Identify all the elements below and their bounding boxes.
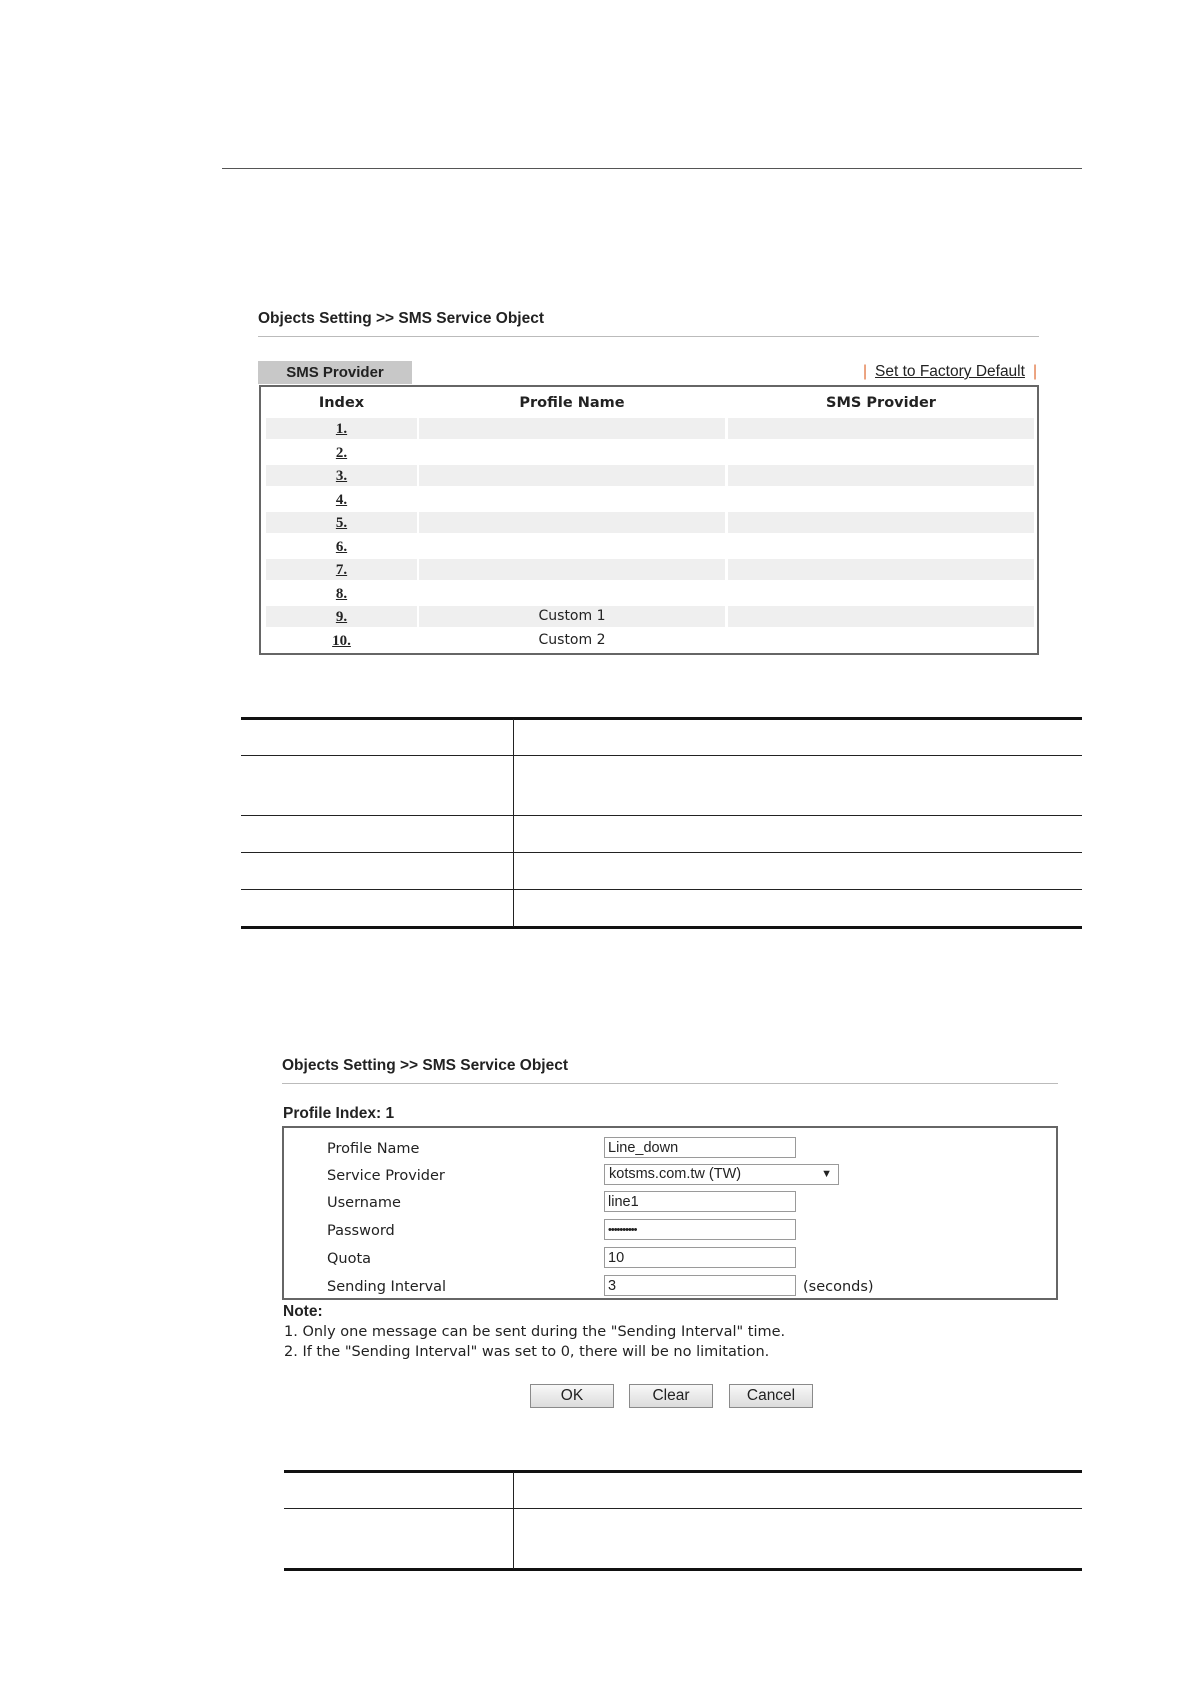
doc-table-2-rule [284,1508,1082,1509]
profile-name-input[interactable] [604,1137,796,1158]
doc-table-1-bottom-rule [241,926,1082,929]
profile-index-link[interactable]: 3. [335,468,348,484]
profile-name-cell [419,489,725,510]
profile-name-cell: Custom 1 [419,606,725,627]
profile-index-link[interactable]: 9. [335,609,348,625]
service-provider-selected: kotsms.com.tw (TW) [609,1166,742,1182]
separator: | [1032,363,1037,380]
profile-index-link[interactable]: 4. [335,491,348,508]
breadcrumb: Objects Setting >> SMS Service Object [258,310,544,327]
profile-form [282,1126,1058,1300]
profile-index-link[interactable]: 10. [332,633,351,649]
table-row [266,418,1034,439]
profile-index-link[interactable]: 8. [335,585,348,602]
breadcrumb-divider [258,336,1039,337]
quota-label: Quota [327,1251,372,1267]
tab-sms-provider[interactable]: SMS Provider [258,361,412,384]
profile-name-cell: Custom 2 [538,632,606,648]
password-label: Password [327,1223,395,1239]
profile-name-cell [419,536,725,557]
dropdown-arrow-icon: ▼ [821,1168,832,1180]
password-input[interactable] [604,1219,796,1240]
profile-name-cell [419,512,725,533]
breadcrumb-divider [282,1083,1058,1084]
username-input[interactable] [604,1191,796,1212]
table-row [266,559,1034,580]
factory-default-area [855,363,1045,381]
table-row [266,536,1034,557]
column-header-index: Index [318,395,365,411]
quota-input[interactable] [604,1247,796,1268]
separator: | [863,363,868,380]
clear-button[interactable]: Clear [629,1384,713,1408]
sms-provider-cell [728,489,1034,510]
sending-interval-label: Sending Interval [327,1279,447,1295]
sms-provider-cell [728,442,1034,463]
service-provider-select[interactable] [604,1164,839,1185]
doc-table-1-rule [241,815,1082,816]
profile-name-cell [419,418,725,439]
table-row [266,630,1034,651]
doc-table-1-column-divider [513,719,514,927]
sms-provider-cell [728,465,1034,486]
note-title: Note: [283,1303,323,1320]
sending-interval-unit: (seconds) [803,1279,874,1295]
sms-provider-cell [728,559,1034,580]
doc-table-1-rule [241,852,1082,853]
table-row [266,606,1034,627]
profile-index-link[interactable]: 2. [335,444,348,461]
doc-table-2-column-divider [513,1472,514,1569]
profile-index-link[interactable]: 5. [335,515,348,531]
profile-index-link[interactable]: 7. [335,562,348,578]
profile-index-title: Profile Index: 1 [283,1105,395,1122]
profile-name-cell [419,559,725,580]
profile-index-link[interactable]: 1. [335,421,348,437]
doc-table-1-top-rule [241,717,1082,720]
table-row [266,512,1034,533]
doc-table-1-rule [241,889,1082,890]
doc-table-1-rule [241,755,1082,756]
sms-provider-cell [728,512,1034,533]
sms-provider-table [259,385,1039,655]
note-line-2: 2. If the "Sending Interval" was set to 0, there will be no limitation. [284,1344,770,1360]
profile-name-label: Profile Name [327,1141,420,1157]
set-to-factory-default-link[interactable]: Set to Factory Default [875,363,1025,380]
sms-provider-cell [728,536,1034,557]
ok-button[interactable]: OK [530,1384,614,1408]
doc-table-2-top-rule [284,1470,1082,1473]
sms-provider-cell [728,630,1034,651]
sending-interval-input[interactable] [604,1275,796,1296]
breadcrumb: Objects Setting >> SMS Service Object [282,1057,568,1074]
sms-provider-cell [728,418,1034,439]
cancel-button[interactable]: Cancel [729,1384,813,1408]
profile-name-cell [419,583,725,604]
note-line-1: 1. Only one message can be sent during the "Sending Interval" time. [284,1324,786,1340]
profile-name-cell [419,442,725,463]
column-header-profile-name: Profile Name [519,395,625,411]
column-header-sms-provider: SMS Provider [826,395,936,411]
table-row [266,583,1034,604]
table-row [266,465,1034,486]
username-label: Username [327,1195,401,1211]
doc-table-2-bottom-rule [284,1568,1082,1571]
page-header-rule [222,168,1082,169]
sms-provider-cell [728,583,1034,604]
sms-provider-cell [728,606,1034,627]
profile-index-link[interactable]: 6. [335,538,348,555]
table-row [266,489,1034,510]
table-row [266,442,1034,463]
service-provider-label: Service Provider [327,1168,445,1184]
profile-name-cell [419,465,725,486]
